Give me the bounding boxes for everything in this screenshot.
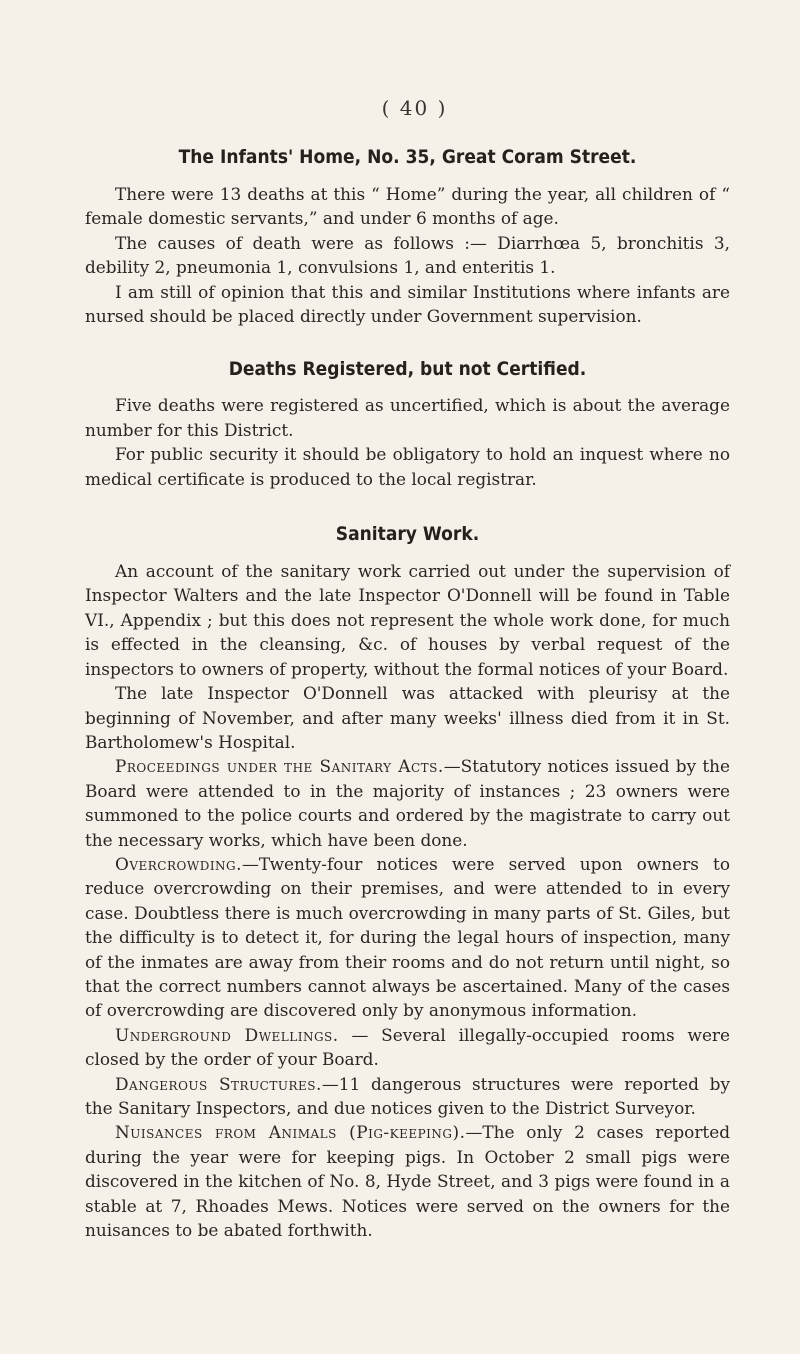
paragraph: An account of the sanitary work carried out under the supervision of Inspector Walters and the late Inspector O'Donnell will be found in Table VI., Appendix ; but this does not represent the whole work done, for much is effected in the cleansing, &c. of houses by verbal request of the inspectors to owners of property, without the formal notices of your Board. bbox=[85, 561, 730, 679]
heading-deaths-registered: Deaths Registered, but not Certified. bbox=[228, 358, 587, 381]
subsection-text: —11 dangerous structures were reported by the Sanitary Inspectors, and due notices given to the District Surveyor. bbox=[85, 1073, 730, 1118]
paragraph: For public security it should be obligatory to hold an inquest where no medical certificate is produced to the local registrar. bbox=[85, 444, 730, 489]
heading-infants-home: The Infants' Home, No. 35, Great Coram Street. bbox=[178, 146, 637, 168]
subsection-lead: Proceedings under the Sanitary Acts. bbox=[115, 756, 444, 777]
page-number: ( 40 ) bbox=[381, 96, 448, 120]
paragraph: There were 13 deaths at this “ Home” during the year, all children of “ female domestic servants,” and under 6 months of age. bbox=[85, 184, 730, 229]
subsection-overcrowding bbox=[85, 852, 730, 1023]
subsection-lead: Overcrowding. bbox=[115, 853, 243, 874]
subsection-nuisances-animals bbox=[85, 1120, 730, 1242]
document-page bbox=[85, 96, 730, 1242]
paragraph: I am still of opinion that this and similar Institutions where infants are nursed should be placed directly under Government supervision. bbox=[85, 281, 730, 327]
subsection-text: —Statutory notices issued by the Board were attended to in the majority of instances ; 23 owners were summoned to the police courts and ordered by the magistrate to carry out the necessary works, which have been done. bbox=[85, 756, 730, 850]
subsection-proceedings bbox=[85, 754, 730, 852]
paragraph: The causes of death were as follows :— Diarrhœa 5, bronchitis 3, debility 2, pneumonia 1, convulsions 1, and enteritis 1. bbox=[85, 232, 730, 278]
paragraph: Five deaths were registered as uncertified, which is about the average number for this District. bbox=[85, 395, 730, 440]
heading-sanitary-work: Sanitary Work. bbox=[335, 523, 480, 546]
subsection-text: —Twenty-four notices were served upon owners to reduce overcrowding on their premises, and were attended to in every case. Doubtless there is much overcrowding in many parts of St. Giles, but the difficulty is to detect it, for during the legal hours of inspection, many of the inmates are away from their rooms and do not return until night, so that the correct numbers cannot always be ascertained. Many of the cases of overcrowding are discovered only by anonymous information. bbox=[85, 853, 730, 1021]
subsection-lead: Underground Dwellings. bbox=[115, 1024, 339, 1045]
subsection-underground-dwellings bbox=[85, 1023, 730, 1072]
paragraph: The late Inspector O'Donnell was attacked with pleurisy at the beginning of November, and after many weeks' illness died from it in St. Bartholomew's Hospital. bbox=[85, 683, 730, 752]
subsection-dangerous-structures bbox=[85, 1072, 730, 1121]
subsection-lead: Dangerous Structures. bbox=[115, 1073, 322, 1094]
subsection-text: —The only 2 cases reported during the year were for keeping pigs. In October 2 small pigs were discovered in the kitchen of No. 8, Hyde Street, and 3 pigs were found in a stable at 7, Rhoades Mews. Notices were served on the owners for the nuisances to be abated forthwith. bbox=[85, 1122, 731, 1241]
subsection-text: — Several illegally-occupied rooms were closed by the order of your Board. bbox=[85, 1024, 731, 1070]
subsection-lead: Nuisances from Animals (Pig-keeping). bbox=[115, 1122, 466, 1143]
